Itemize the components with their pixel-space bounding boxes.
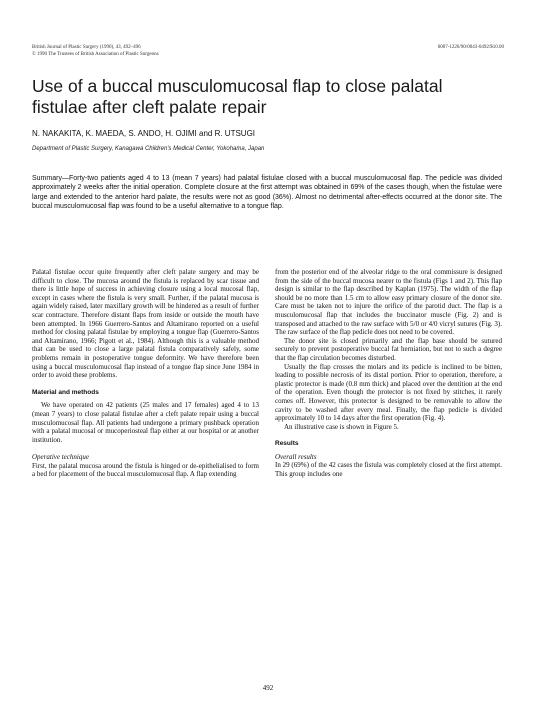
article-title: Use of a buccal musculomucosal flap to close palatal fistulae after cleft palate repair [32,76,443,117]
journal-citation: British Journal of Plastic Surgery (1990), 43, 492–496 [32,45,141,50]
protector-paragraph: Usually the flap crosses the molars and its pedicle is inclined to be bitten, leading to possible necrosis of its distal portion. Prior to operation, therefore, a plastic protector is made (0.8 mm thick) and placed over the dentition at the end of the operation. Even though the protector is not fixed by stitches, it rarely comes off. However, this protector is designed to be removable to allow the cavity to be washed after every meal. Finally, the flap pedicle is divided approximately 10 to 14 days after the first operation (Fig. 4). [275,362,502,423]
abstract-summary: Summary—Forty-two patients aged 4 to 13 (mean 7 years) had palatal fistulae closed with a buccal musculomucosal flap. The pedicle was divided approximately 2 weeks after the initial operation. Complete closure at the first attempt was obtained in 69% of the cases though, when the fistulae were large and extended to the anterior hard palate, the results were not as good (36%). Almost no detrimental after-effects occurred at the donor site. The buccal musculomucosal flap was found to be a useful alternative to a tongue flap. [32,175,502,211]
technique-paragraph: First, the palatal mucosa around the fistula is hinged or de-epithelialised to form a bed for placement of the buccal musculomucosal flap. A flap extending [32,461,259,479]
body-column-right [275,268,502,479]
copyright-line: © 1990 The Trustees of British Association of Plastic Surgeons [32,52,159,57]
section-heading-results: Results [275,440,299,448]
article-code: 0007-1226/90/0043-0492/$10.00 [437,45,504,50]
author-list: N. NAKAKITA, K. MAEDA, S. ANDO, H. OJIMI and R. UTSUGI [32,129,256,138]
subsection-heading-technique: Operative technique [32,453,89,462]
running-header [32,44,332,58]
page-number: 492 [262,684,274,692]
methods-paragraph: We have operated on 42 patients (25 males and 17 females) aged 4 to 13 (mean 7 years) to close palatal fistulae after a cleft palate repair using a buccal musculomucosal flap. All patients had undergone a primary pushback operation with a palatal mucosal or mucoperiosteal flap either at our hospital or at another institution. [32,401,259,444]
results-paragraph: In 29 (69%) of the 42 cases the fistula was completely closed at the first attempt. This group includes one [275,461,502,479]
donor-site-paragraph: The donor site is closed primarily and the flap base should be sutured securely to prevent postoperative buccal fat herniation, but not to such a degree that the flap circulation becomes disturbed. [275,336,502,362]
illustrative-case-paragraph: An illustrative case is shown in Figure 5. [284,422,399,431]
technique-paragraph-continued: from the posterior end of the alveolar ridge to the oral commissure is designed from the side of the buccal mucosa nearer to the fistula (Figs 1 and 2). This flap design is similar to the flap described by Kaplan (1975). The width of the flap should be no more than 1.5 cm to allow easy primary closure of the donor site. Care must be taken not to injure the orifice of the parotid duct. The flap is a musculomucosal flap that includes the buccinator muscle (Fig. 2) and is transposed and attached to the raw surface with 5/0 or 4/0 vicryl sutures (Fig. 3). The raw surface of the flap pedicle does not need to be covered. [275,268,502,337]
intro-paragraph: Palatal fistulae occur quite frequently after cleft palate surgery and may be difficult to close. The mucosa around the fistula is replaced by scar tissue and there is little hope of success in achieving closure using a local mucosal flap, except in cases where the fistula is very small. Further, if the palatal mucosa is again widely raised, later maxillary growth will be hindered as a result of further scar contracture. Therefore distant flaps from inside or outside the mouth have been attempted. In 1966 Guerrero-Santos and Altamirano reported on a useful method for closing palatal fistulae by employing a tongue flap (Guerrero-Santos and Altamirano, 1966; Pigott et al., 1984). Although this is a valuable method that can be used to close a large palatal fistula comparatively safely, some problems remain in postoperative tongue deformity. We have therefore been using a buccal musculomucosal flap instead of a tongue flap since June 1984 in order to avoid these problems. [32,268,259,380]
section-heading-methods: Material and methods [32,388,99,396]
subsection-heading-overall: Overall results [275,452,317,461]
body-column-left [32,268,259,479]
affiliation: Department of Plastic Surgery, Kanagawa Children's Medical Center, Yokohama, Japan [32,146,265,152]
